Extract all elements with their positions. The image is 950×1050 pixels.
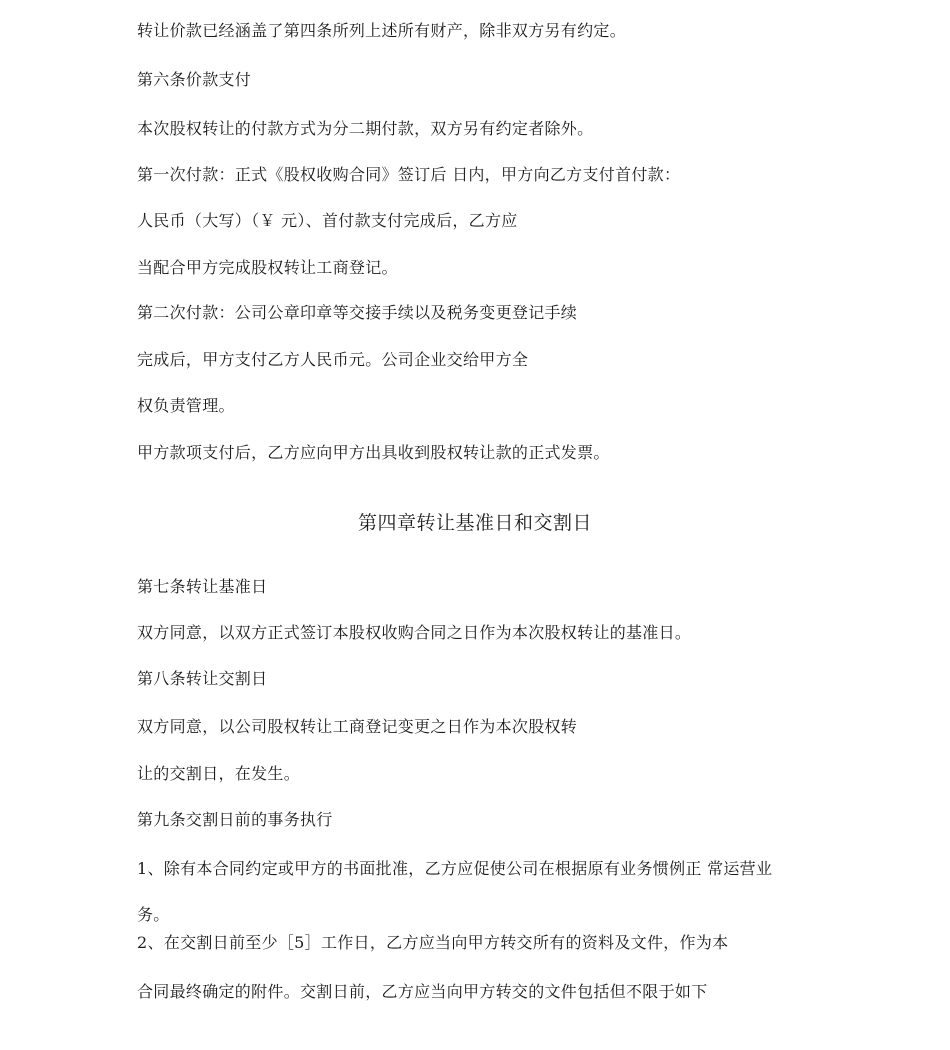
paragraph-line: 权负责管理。 bbox=[137, 396, 235, 415]
paragraph-line: 让的交割日，在发生。 bbox=[137, 764, 301, 783]
chapter-heading: 第四章转让基准日和交割日 bbox=[357, 512, 592, 534]
article-heading: 第六条价款支付 bbox=[137, 70, 252, 89]
paragraph-line: 当配合甲方完成股权转让工商登记。 bbox=[137, 258, 398, 277]
list-item-continuation: 务。 bbox=[137, 905, 170, 924]
article-heading: 第八条转让交割日 bbox=[137, 669, 268, 688]
article-heading: 第七条转让基准日 bbox=[137, 577, 268, 596]
article-heading: 第九条交割日前的事务执行 bbox=[137, 810, 333, 829]
paragraph-line: 本次股权转让的付款方式为分二期付款，双方另有约定者除外。 bbox=[137, 119, 594, 138]
paragraph-line: 双方同意，以公司股权转让工商登记变更之日作为本次股权转 bbox=[137, 717, 578, 736]
list-item-continuation: 合同最终确定的附件。交割日前，乙方应当向甲方转交的文件包括但不限于如下 bbox=[137, 982, 708, 1001]
paragraph-line: 完成后，甲方支付乙方人民币元。公司企业交给甲方全 bbox=[137, 350, 529, 369]
paragraph-line: 甲方款项支付后，乙方应向甲方出具收到股权转让款的正式发票。 bbox=[137, 443, 610, 462]
paragraph-line: 转让价款已经涵盖了第四条所列上述所有财产，除非双方另有约定。 bbox=[137, 21, 627, 40]
paragraph-line: 第二次付款：公司公章印章等交接手续以及税务变更登记手续 bbox=[137, 303, 578, 322]
paragraph-line: 第一次付款：正式《股权收购合同》签订后 日内，甲方向乙方支付首付款： bbox=[137, 165, 681, 184]
paragraph-line: 双方同意，以双方正式签订本股权收购合同之日作为本次股权转让的基准日。 bbox=[137, 623, 692, 642]
list-item: 1、除有本合同约定或甲方的书面批准，乙方应促使公司在根据原有业务惯例正 常运营业 bbox=[137, 859, 773, 878]
paragraph-line: 人民币（大写）（￥ 元）、首付款支付完成后，乙方应 bbox=[137, 211, 518, 230]
list-item: 2、在交割日前至少［5］工作日，乙方应当向甲方转交所有的资料及文件，作为本 bbox=[137, 933, 729, 952]
